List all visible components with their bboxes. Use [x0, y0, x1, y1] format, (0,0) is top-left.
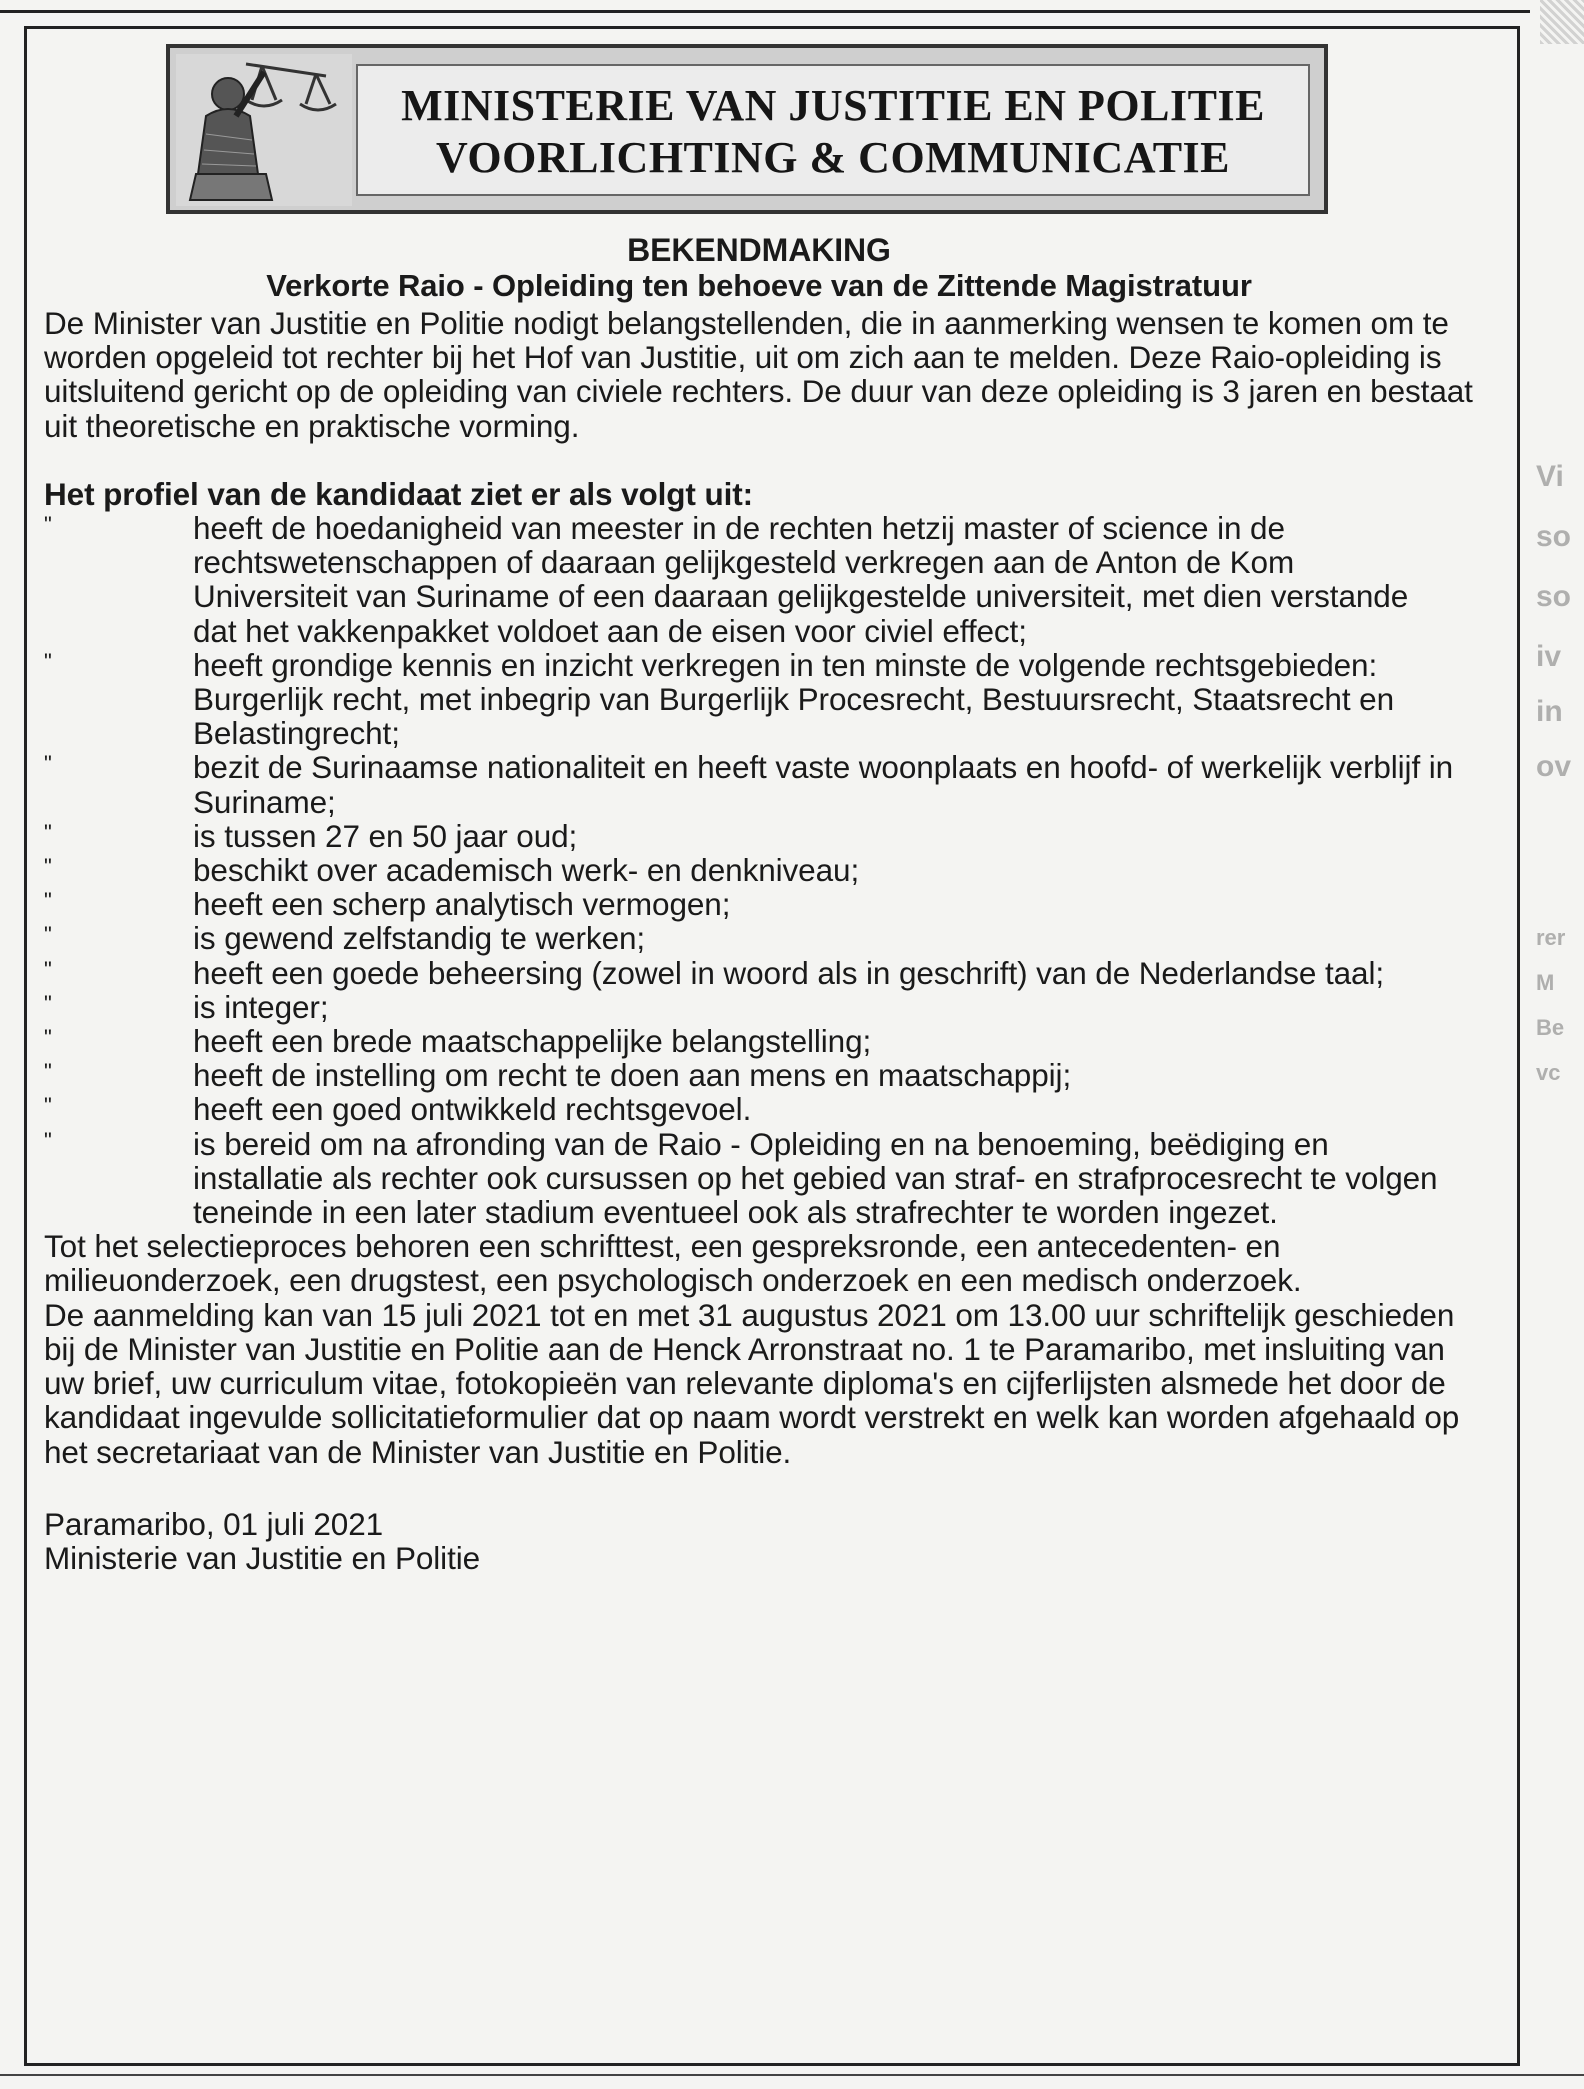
ministry-title-line2: VOORLICHTING & COMMUNICATIE [435, 133, 1231, 182]
bullet-mark: " [44, 854, 52, 880]
profile-item [44, 1092, 1474, 1126]
ministry-header [166, 44, 1328, 214]
profile-item-text: heeft grondige kennis en inzicht verkregen in ten minste de volgende rechtsgebieden: Burgerlijk recht, met inbegrip van Burgerlijk Procesrecht, Bestuursrecht, Staatsrecht en Belastingrecht; [193, 646, 1394, 752]
edge-mark: so [1536, 580, 1572, 613]
edge-mark: ov [1536, 750, 1572, 783]
profile-item [44, 819, 1474, 853]
edge-mark: vc [1536, 1060, 1561, 1085]
profile-item [44, 750, 1474, 818]
edge-mark: Vi [1536, 460, 1564, 493]
bullet-mark: " [44, 512, 52, 538]
signatory: Ministerie van Justitie en Politie [44, 1539, 481, 1576]
bullet-mark: " [44, 990, 52, 1016]
bullet-mark: " [44, 1059, 52, 1085]
intro-paragraph: De Minister van Justitie en Politie nodigt belangstellenden, die in aanmerking wensen te komen om te worden opgeleid tot rechter bij het Hof van Justitie, uit om zich aan te melden. Deze Raio-opleiding is uitsluitend gericht op de opleiding van civiele rechters. De duur van deze opleiding is 3 jaren en bestaat uit theoretische en praktische vorming. [44, 305, 1473, 444]
edge-mark: rer [1536, 925, 1566, 950]
adjacent-column-bleed [1536, 460, 1584, 1120]
bullet-mark: " [44, 922, 52, 948]
ministry-title [358, 80, 1308, 184]
profile-item [44, 921, 1474, 955]
profile-item [44, 1058, 1474, 1092]
bullet-mark: " [44, 648, 52, 674]
ministry-title-line1: MINISTERIE VAN JUSTITIE EN POLITIE [401, 81, 1265, 130]
halftone-texture [1540, 0, 1584, 44]
profile-item [44, 1127, 1474, 1230]
bullet-mark: " [44, 1093, 52, 1119]
profile-item-text: heeft een goede beheersing (zowel in woord als in geschrift) van de Nederlandse taal; [193, 954, 1384, 991]
profile-item-text: heeft een scherp analytisch vermogen; [193, 886, 731, 923]
profile-item-text: is integer; [193, 988, 329, 1025]
profile-item [44, 956, 1474, 990]
profile-item-text: beschikt over academisch werk- en denkniveau; [193, 852, 860, 889]
place-date: Paramaribo, 01 juli 2021 [44, 1505, 384, 1542]
profile-item-text: is gewend zelfstandig te werken; [193, 920, 646, 957]
edge-mark: in [1536, 695, 1563, 728]
selection-paragraph: Tot het selectieproces behoren een schrifttest, een gespreksronde, een antecedenten- en milieuonderzoek, een drugstest, een psychologisch onderzoek en een medisch onderzoek. [44, 1228, 1302, 1299]
profile-item-text: is bereid om na afronding van de Raio - Opleiding en na benoeming, beëdiging en installatie als rechter ook cursussen op het gebied van straf- en strafprocesrecht te volgen teneinde in een later stadium eventueel ook als strafrechter te worden ingezet. [193, 1125, 1438, 1231]
profile-list [44, 511, 1474, 1229]
bullet-mark: " [44, 956, 52, 982]
profile-heading: Het profiel van de kandidaat ziet er als volgt uit: [44, 475, 754, 512]
paragraph-gap [44, 443, 1474, 477]
profile-item [44, 853, 1474, 887]
bottom-rule [0, 2074, 1584, 2076]
bullet-mark: " [44, 888, 52, 914]
signature-block [44, 1507, 1474, 1575]
edge-mark: M [1536, 970, 1555, 995]
edge-mark: Be [1536, 1015, 1565, 1040]
profile-item-text: heeft de instelling om recht te doen aan mens en maatschappij; [193, 1057, 1072, 1094]
registration-paragraph: De aanmelding kan van 15 juli 2021 tot en met 31 augustus 2021 om 13.00 uur schriftelijk geschieden bij de Minister van Justitie en Politie aan de Henck Arronstraat no. 1 te Paramaribo, met insluiting van uw brief, uw curriculum vitae, fotokopieën van relevante diploma's en cijferlijsten alsmede het door de kandidaat ingevulde sollicitatieformulier dat op naam wordt verstrekt en welk kan worden afgehaald op het secretariaat van de Minister van Justitie en Politie. [44, 1296, 1460, 1470]
edge-mark: iv [1536, 640, 1562, 673]
profile-item-text: heeft een goed ontwikkeld rechtsgevoel. [193, 1091, 752, 1128]
profile-item [44, 887, 1474, 921]
bullet-mark: " [44, 1127, 52, 1153]
bullet-mark: " [44, 819, 52, 845]
profile-item [44, 990, 1474, 1024]
top-rule [0, 10, 1530, 13]
profile-item-text: is tussen 27 en 50 jaar oud; [193, 817, 578, 854]
announcement-heading: BEKENDMAKING [627, 232, 891, 268]
header-title-panel [356, 64, 1310, 196]
announcement-subheading: Verkorte Raio - Opleiding ten behoeve van de Zittende Magistratuur [266, 268, 1252, 303]
profile-item-text: heeft de hoedanigheid van meester in de rechten hetzij master of science in de rechtswetenschappen of daaraan gelijkgesteld verkregen aan de Anton de Kom Universiteit van Suriname of een daaraan gelijkgestelde universiteit, met dien verstande dat het vakkenpakket voldoet aan de eisen voor civiel effect; [193, 510, 1409, 649]
profile-item [44, 511, 1474, 648]
profile-item [44, 648, 1474, 751]
announcement-body [44, 232, 1474, 1575]
profile-item [44, 1024, 1474, 1058]
profile-item-text: bezit de Surinaamse nationaliteit en heeft vaste woonplaats en hoofd- of werkelijk verblijf in Suriname; [193, 749, 1454, 820]
edge-mark: so [1536, 520, 1572, 553]
bullet-mark: " [44, 1025, 52, 1051]
bullet-mark: " [44, 751, 52, 777]
lady-justice-icon [176, 54, 352, 206]
profile-item-text: heeft een brede maatschappelijke belangstelling; [193, 1023, 872, 1060]
